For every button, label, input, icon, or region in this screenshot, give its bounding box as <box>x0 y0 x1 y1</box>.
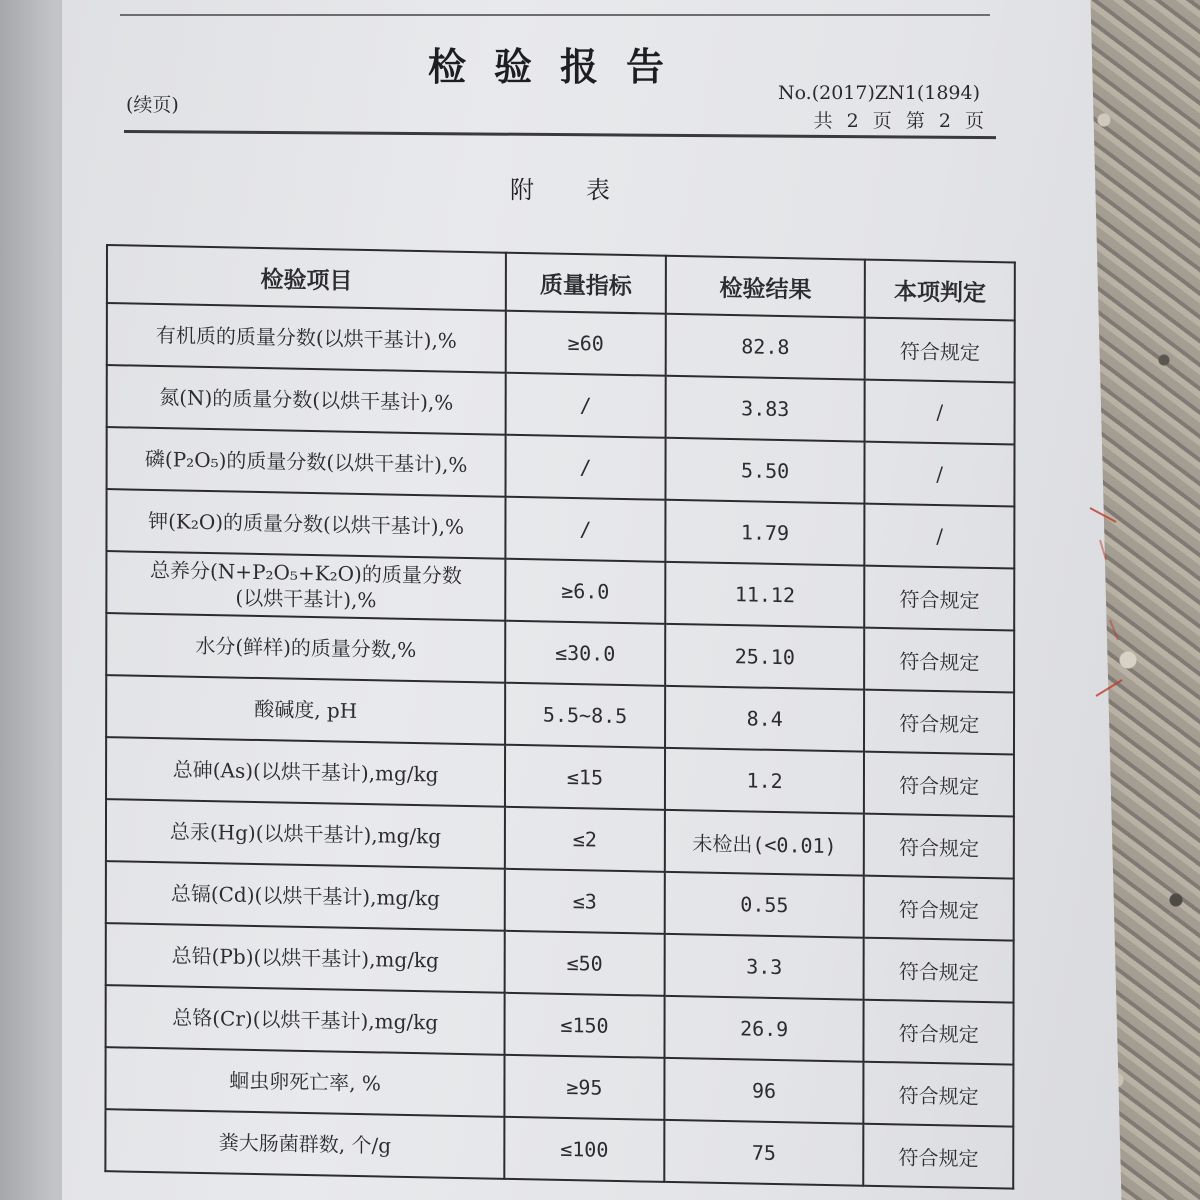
item-name: 粪大肠菌群数, 个/g <box>218 1130 392 1158</box>
header-result: 检验结果 <box>666 256 866 318</box>
cell-item <box>107 365 506 435</box>
cell-verdict: 符合规定 <box>864 752 1014 817</box>
cell-result: 11.12 <box>665 562 865 628</box>
cell-result: 75 <box>664 1120 864 1186</box>
cell-item <box>105 1109 504 1179</box>
cell-result: 1.2 <box>665 748 865 814</box>
cell-result: 82.8 <box>666 314 866 380</box>
results-table-wrapper <box>104 244 1035 1190</box>
item-name: 总镉(Cd)(以烘干基计),mg/kg <box>170 881 440 911</box>
header-spec: 质量指标 <box>506 253 666 314</box>
cell-result: 25.10 <box>665 624 865 690</box>
item-name: 有机质的质量分数(以烘干基计),% <box>155 322 457 353</box>
item-name: 总砷(As)(以烘干基计),mg/kg <box>172 757 439 787</box>
cell-verdict: 符合规定 <box>864 690 1014 755</box>
cell-spec: ≤2 <box>505 807 665 872</box>
cell-result: 8.4 <box>665 686 865 752</box>
cell-item <box>106 799 505 869</box>
cell-item <box>106 923 505 993</box>
red-stamp-mark <box>1086 500 1126 710</box>
item-name: 总汞(Hg)(以烘干基计),mg/kg <box>169 819 442 849</box>
cell-spec: ≥60 <box>506 311 666 376</box>
cell-item <box>106 861 505 931</box>
cell-item <box>106 737 505 807</box>
cell-spec: / <box>506 435 666 500</box>
cell-item <box>105 1047 504 1117</box>
item-name: 水分(鲜样)的质量分数,% <box>195 633 417 663</box>
cell-spec: ≤150 <box>505 993 665 1058</box>
cell-item <box>106 985 505 1055</box>
cell-verdict: / <box>865 380 1015 445</box>
item-name: 蛔虫卵死亡率, % <box>229 1068 381 1096</box>
cell-verdict: 符合规定 <box>865 628 1015 693</box>
cell-verdict: / <box>865 504 1015 569</box>
cell-result: 96 <box>664 1058 864 1124</box>
cell-result: 1.79 <box>665 500 865 566</box>
item-name-continued: (以烘干基计),% <box>235 585 377 613</box>
continued-label: (续页) <box>126 94 179 116</box>
cell-item <box>107 427 506 497</box>
cell-item <box>106 489 505 559</box>
cell-spec: ≤30.0 <box>505 621 665 686</box>
cell-item <box>106 613 505 683</box>
cell-verdict: 符合规定 <box>864 876 1014 941</box>
item-name: 氮(N)的质量分数(以烘干基计),% <box>159 385 454 415</box>
page-count: 共 2 页 第 2 页 <box>813 110 988 132</box>
cell-verdict: 符合规定 <box>864 1124 1014 1189</box>
cell-result: 0.55 <box>665 872 865 938</box>
results-table <box>104 244 1015 1190</box>
cell-verdict: 符合规定 <box>864 814 1014 879</box>
report-title: 检验报告 <box>427 45 692 89</box>
cell-verdict: 符合规定 <box>864 938 1014 1003</box>
appendix-title: 附表 <box>510 176 662 204</box>
cell-result: 3.3 <box>664 934 864 1000</box>
cell-verdict: 符合规定 <box>865 566 1015 631</box>
cell-spec: / <box>506 373 666 438</box>
cell-spec: ≤15 <box>505 745 665 810</box>
cell-result: 未检出(<0.01) <box>665 810 865 876</box>
cell-verdict: / <box>865 442 1015 507</box>
top-rule <box>120 14 990 16</box>
item-name: 酸碱度, pH <box>254 696 358 723</box>
report-number: No.(2017)ZN1(1894) <box>777 82 980 104</box>
cell-spec: ≤3 <box>505 869 665 934</box>
cell-item <box>107 303 506 373</box>
cell-spec: ≤50 <box>505 931 665 996</box>
item-name: 总铬(Cr)(以烘干基计),mg/kg <box>172 1005 439 1035</box>
cell-verdict: 符合规定 <box>864 1000 1014 1065</box>
cell-item <box>106 675 505 745</box>
cell-spec: 5.5~8.5 <box>505 683 665 748</box>
item-name: 总养分(N+P₂O₅+K₂O)的质量分数 <box>150 557 462 588</box>
cell-result: 26.9 <box>664 996 864 1062</box>
cell-spec: ≥6.0 <box>505 559 665 624</box>
item-name: 总铅(Pb)(以烘干基计),mg/kg <box>171 943 439 973</box>
cell-verdict: 符合规定 <box>865 318 1015 383</box>
cell-spec: ≥95 <box>505 1055 665 1120</box>
cell-item <box>106 551 505 621</box>
header-verdict: 本项判定 <box>865 260 1015 321</box>
item-name: 磷(P₂O₅)的质量分数(以烘干基计),% <box>144 446 468 477</box>
cell-spec: ≤100 <box>504 1117 664 1182</box>
cell-result: 5.50 <box>665 438 865 504</box>
item-name: 钾(K₂O)的质量分数(以烘干基计),% <box>148 508 464 539</box>
header-item: 检验项目 <box>107 245 506 311</box>
cell-result: 3.83 <box>665 376 865 442</box>
cell-verdict: 符合规定 <box>864 1062 1014 1127</box>
cell-spec: / <box>505 497 665 562</box>
